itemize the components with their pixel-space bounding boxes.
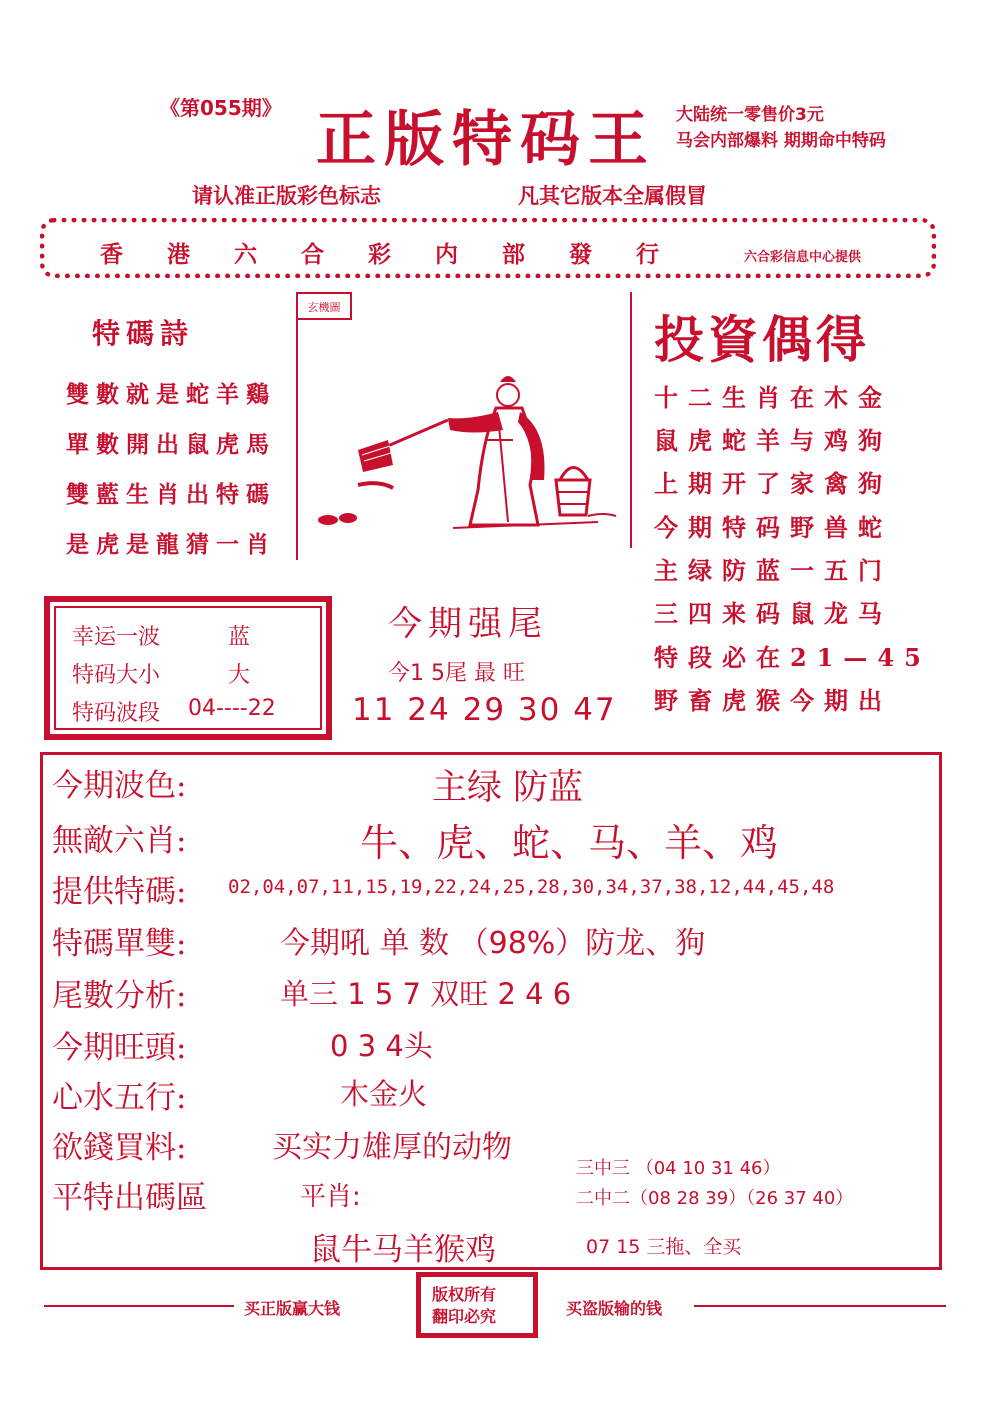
flat-code-label: 平特出碼區 [52, 1180, 207, 1216]
invest-line: 上期开了家禽狗 [654, 469, 892, 498]
divider [630, 292, 632, 548]
wave-value: 主绿 防蓝 [432, 768, 584, 808]
flat-zodiac-animals: 鼠牛马羊猴鸡 [310, 1232, 496, 1268]
price-note: 大陆统一零售价3元 [676, 105, 824, 125]
six-zodiac-value: 牛、虎、蛇、马、羊、鸡 [360, 821, 779, 865]
poem-line: 是虎是龍猜一肖 [66, 531, 276, 558]
banner-provider: 六合彩信息中心提供 [744, 250, 862, 265]
banner-title: 香港六合彩内部發行 [100, 241, 703, 268]
strong-tail-text: 今1 5尾 最 旺 [388, 661, 525, 686]
lucky-value: 大 [228, 663, 251, 688]
odd-even-label: 特碼單雙: [52, 926, 187, 962]
invest-line: 三四来码鼠龙马 [654, 599, 892, 628]
invest-title: 投資偶得 [654, 310, 870, 369]
copyright-line: 翻印必究 [432, 1307, 497, 1326]
page-title: 正版特码王 [316, 105, 656, 175]
lucky-label: 特码波段 [72, 701, 161, 726]
tail-analysis-value: 单三 1 5 7 双旺 2 4 6 [280, 977, 572, 1011]
strong-tail-title: 今期强尾 [388, 604, 548, 644]
lucky-value: 蓝 [228, 625, 251, 650]
invest-line: 主绿防蓝一五门 [654, 556, 892, 585]
poem-title: 特碼詩 [92, 317, 195, 350]
hot-head-label: 今期旺頭: [52, 1030, 187, 1066]
tail-analysis-label: 尾數分析: [52, 978, 187, 1014]
wave-label: 今期波色: [52, 768, 187, 804]
lucky-label: 幸运一波 [72, 625, 161, 650]
poem-line: 雙數就是蛇羊鷄 [66, 381, 276, 408]
footer-rule-left [44, 1305, 234, 1307]
invest-line: 十二生肖在木金 [654, 383, 892, 412]
authenticity-notice: 请认准正版彩色标志 [192, 184, 381, 208]
insider-note: 马会内部爆料 期期命中特码 [676, 131, 886, 151]
lucky-label: 特码大小 [72, 663, 161, 688]
hot-head-value: 0 3 4头 [330, 1029, 433, 1063]
counterfeit-notice: 凡其它版本全属假冒 [518, 184, 707, 208]
three-in-three: 三中三 （04 10 31 46） [576, 1158, 781, 1179]
buy-material-value: 买实力雄厚的动物 [272, 1130, 512, 1165]
five-elements-value: 木金火 [340, 1077, 428, 1111]
strong-tail-numbers: 11 24 29 30 47 [352, 692, 617, 728]
buy-material-label: 欲錢買料: [52, 1130, 187, 1166]
special-code-label: 提供特碼: [52, 874, 187, 910]
lucky-value: 04----22 [188, 696, 276, 721]
footer-rule-right [694, 1305, 946, 1307]
six-zodiac-label: 無敵六肖: [52, 823, 187, 859]
drag-note: 07 15 三拖、全买 [586, 1236, 742, 1258]
issue-number: 《第055期》 [160, 96, 282, 120]
invest-line: 野畜虎猴今期出 [654, 686, 892, 715]
two-in-two: 二中二（08 28 39）（26 37 40） [576, 1188, 854, 1209]
copyright-line: 版权所有 [432, 1285, 497, 1304]
flat-zodiac-label: 平肖: [300, 1182, 361, 1212]
invest-line: 鼠虎蛇羊与鸡狗 [654, 426, 892, 455]
poem-line: 單數開出鼠虎馬 [66, 431, 276, 458]
footer-left-slogan: 买正版赢大钱 [244, 1299, 341, 1318]
special-code-value: 02,04,07,11,15,19,22,24,25,28,30,34,37,38,12,44,45,48 [228, 876, 835, 898]
sweeping-figure-icon [298, 290, 628, 560]
poem-line: 雙藍生肖出特碼 [66, 481, 276, 508]
footer-right-slogan: 买盗版输的钱 [566, 1299, 663, 1318]
invest-line: 今期特码野兽蛇 [654, 513, 892, 542]
five-elements-label: 心水五行: [52, 1080, 187, 1116]
illustration-seal: 玄機圖 [296, 292, 352, 320]
odd-even-value: 今期吼 单 数 （98%）防龙、狗 [280, 926, 706, 961]
invest-line: 特段必在21—45 [654, 643, 931, 672]
